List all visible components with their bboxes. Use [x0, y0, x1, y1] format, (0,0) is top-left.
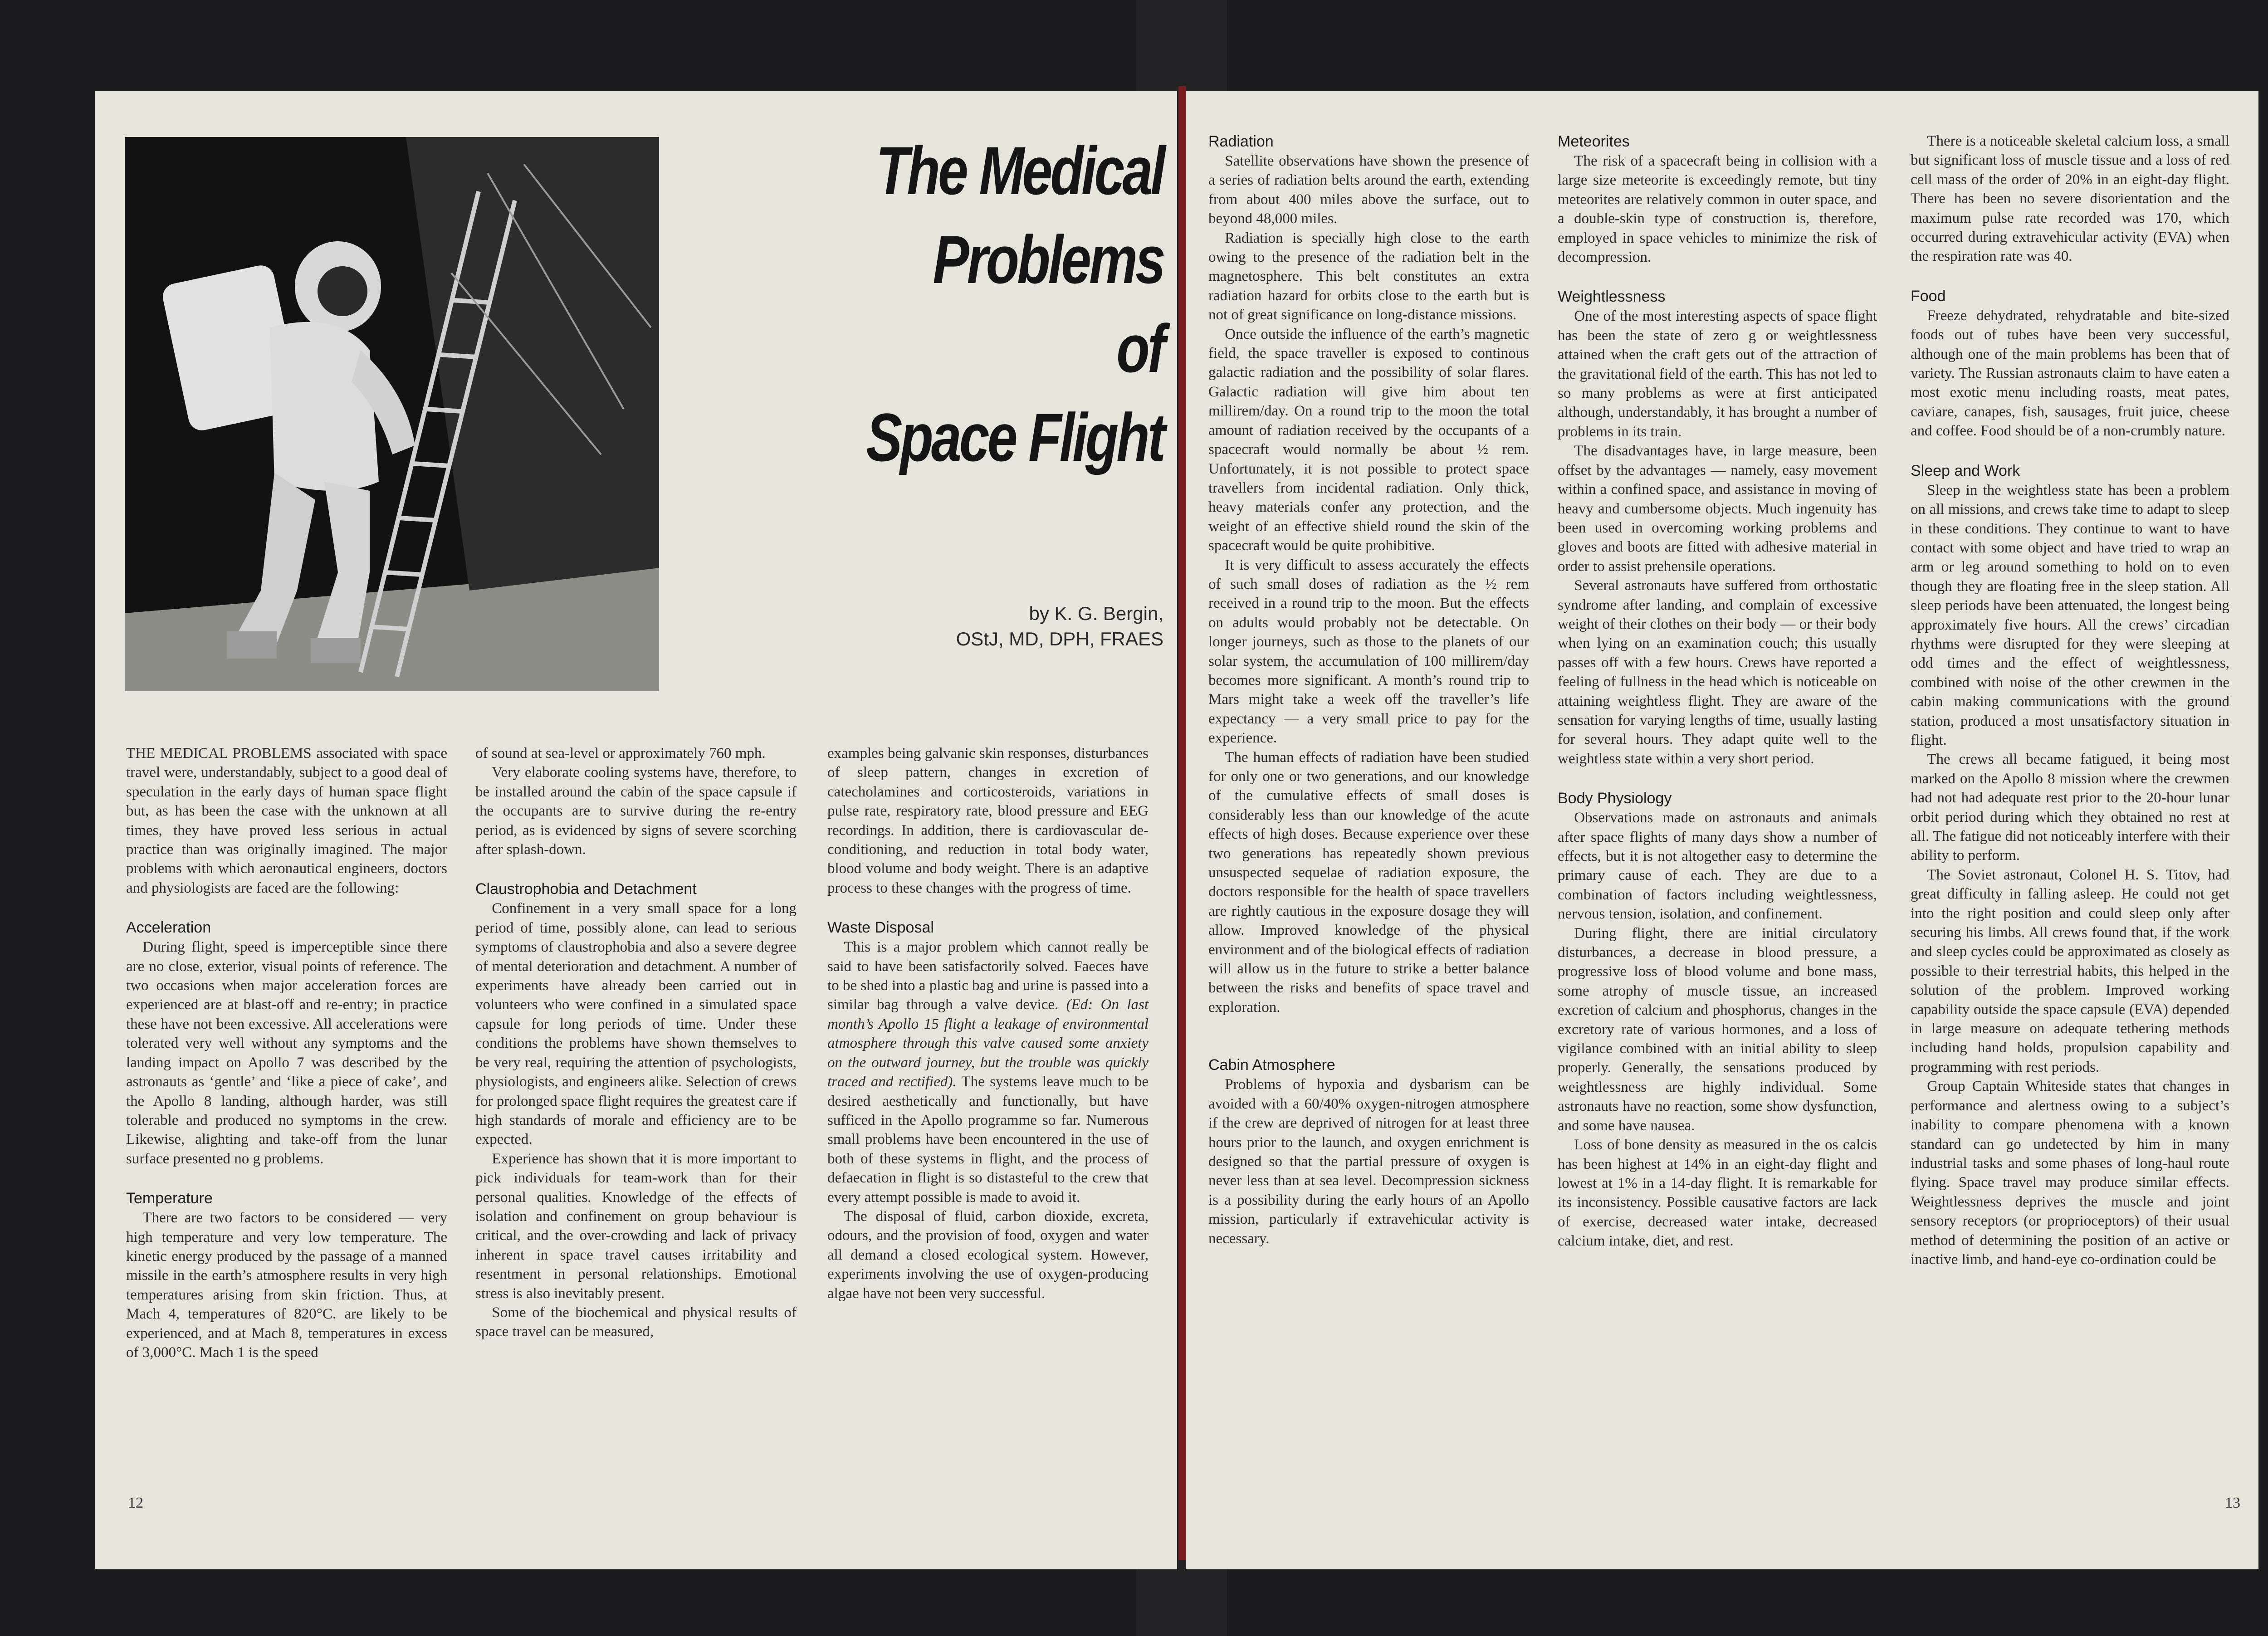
food-paragraph: Freeze dehydrated, rehydratable and bite-sized foods out of tubes have been very successful, although one of the main problems has been that of variety. The Russian astronauts claim to have eaten a most exotic menu including roasts, meat pates, caviare, canapes, fish, sausages, fruit juice, cheese and coffee. Food should be of a non-crumbly nature.	[1911, 307, 2229, 440]
page-number-left: 12	[128, 1494, 143, 1511]
sleep-paragraph-4: Group Captain Whiteside states that changes in performance and alertness owing to a subject’s inability to compare phenomena with a known standard can go undetected by him in many industrial tasks and some phases of long-haul route flying. Space travel may produce similar effects. Weightlessness deprives the muscle and joint sensory receptors (or proprioceptors) of their usual method of determining the position of an active or inactive limb, and hand-eye co-ordination could be	[1911, 1078, 2229, 1268]
radiation-paragraph-3: Once outside the influence of the earth’s magnetic field, the space traveller is exposed to continous galactic radiation and the possibility of solar flares. Galactic radiation will give him about ten millirem/day. On a round trip to the moon the total amount of radiation received by the occupants of a spacecraft would normally be about ½ rem. Unfortunately, it is not possible to protect space travellers from incidental radiation. Only thick, heavy materials confer any protection, and the weight of an effective shield round the skin of the spacecraft would be quite prohibitive.	[1208, 326, 1529, 554]
heading-cabin-atmosphere: Cabin Atmosphere	[1208, 1056, 1335, 1074]
intro-paragraph: THE MEDICAL PROBLEMS associated with space travel were, understandably, subject to a good deal of speculation in the early days of human space flight but, as has been the case with the unknown at all times, they have proved less serious in actual practice than was originally imagined. The major problems with which aeronautical engineers, doctors and physiologists are faced are the following:	[126, 745, 447, 896]
heading-temperature: Temperature	[126, 1190, 213, 1207]
column-5	[1558, 132, 1877, 1251]
waste-paragraph-1	[827, 938, 1149, 1207]
byline	[956, 601, 1163, 652]
biochemical-continued: examples being galvanic skin responses, disturbances of sleep pattern, changes in excretion of catecholamines and corticosteroids, variations in pulse rate, respiratory rate, blood pressure and EEG recordings. In addition, there is cardiovascular de-conditioning, and reduction in total body water, blood volume and body weight. There is an adaptive process to these changes with the progress of time.	[827, 745, 1149, 896]
left-page	[95, 91, 1177, 1569]
byline-name: by K. G. Bergin,	[1029, 603, 1163, 624]
waste-paragraph-2: The disposal of fluid, carbon dioxide, excreta, odours, and the provision of food, oxygen and water all demand a closed ecological system. However, experiments involving the use of oxygen-producing algae have not been very successful.	[827, 1208, 1149, 1302]
waste-paragraph-1b: The systems leave much to be desired aesthetically and functionally, but have sufficed in the Apollo programme so far. Numerous small problems have been encountered in the use of both of these systems in flight, and the process of defaecation in flight is so distasteful to the crew that every attempt possible is made to avoid it.	[827, 1074, 1149, 1206]
heading-meteorites: Meteorites	[1558, 133, 1630, 150]
title-line-2: Problems	[933, 221, 1163, 298]
cabin-paragraph-1: Problems of hypoxia and dysbarism can be avoided with a 60/40% oxygen-nitrogen atmosphere if the crew are deprived of nitrogen for at least three hours prior to the launch, and oxygen enrichment is designed so that the partial pressure of oxygen is never less than at sea level. Decompression sickness is a possibility during the early hours of an Apollo mission, particularly if extravehicular activity is necessary.	[1208, 1076, 1529, 1247]
sleep-paragraph-3: The Soviet astronaut, Colonel H. S. Titov, had great difficulty in falling asleep. He could not get into the right position and could sleep only after securing his limbs. All crews found that, if the work and sleep cycles could be approximated as closely as possible to their terrestrial habits, this helped in the solution of the problem. Improved working capability outside the space capsule (EVA) depended in large measure on adequate tethering methods including hand holds, propulsion capability and programming with rest periods.	[1911, 866, 2229, 1075]
heading-body-physiology: Body Physiology	[1558, 790, 1672, 807]
radiation-paragraph-4: It is very difficult to assess accurately the effects of such small doses of radiation as the ½ rem received in a round trip to the moon. But the effects on adults would probably not be detectable. On longer journeys, such as those to the planets of our solar system, the accumulation of 100 millirem/day becomes more significant. A month’s round trip to Mars might take a week off the traveller’s life expectancy — a very small price to pay for the experience.	[1208, 557, 1529, 747]
sleep-paragraph-2: The crews all became fatigued, it being most marked on the Apollo 8 mission where the crewmen had not had adequate rest prior to the 20-hour lunar orbit period during which they obtained no rest at all. The fatigue did not noticeably interfere with their ability to perform.	[1911, 751, 2229, 864]
waste-paragraph-1a: This is a major problem which cannot really be said to have been satisfactorily solved. Faeces have to be shed into a plastic bag and urine is passed into a similar bag through a valve device.	[827, 939, 1149, 1013]
meteorites-paragraph: The risk of a spacecraft being in collision with a large size meteorite is exceedingly remote, but tiny meteorites are relatively common in outer space, and a double-skin type of construction is, therefore, employed in space vehicles to minimize the risk of decompression.	[1558, 153, 1877, 266]
radiation-paragraph-2: Radiation is specially high close to the earth owing to the presence of the radiation belt in the magnetosphere. This belt constitutes an extra radiation hazard for orbits close to the earth but is not of great significance on long-distance missions.	[1208, 230, 1529, 323]
article-title	[755, 126, 1163, 482]
column-6	[1911, 132, 2229, 1269]
temperature-continued: of sound at sea-level or approximately 760 mph.	[475, 745, 766, 762]
spine-binding	[1178, 86, 1186, 1560]
weightlessness-paragraph-2: The disadvantages have, in large measure, been offset by the advantages — namely, easy movement within a confined space, and assistance in moving of heavy and cumbersome objects. Much ingenuity has been used in overcoming working problems and gloves and boots are fitted with adhesive material in order to assist prehensile operations.	[1558, 443, 1877, 575]
heading-radiation: Radiation	[1208, 133, 1274, 150]
byline-credentials: OStJ, MD, DPH, FRAES	[956, 628, 1163, 650]
column-4	[1208, 132, 1529, 1248]
heading-claustrophobia: Claustrophobia and Detachment	[475, 880, 697, 898]
column-1	[126, 744, 447, 1362]
title-line-1: The Medical	[875, 132, 1163, 209]
title-line-4: Space Flight	[866, 399, 1163, 475]
heading-food: Food	[1911, 287, 1946, 305]
body-paragraph-2: During flight, there are initial circulatory disturbances, a decrease in blood pressure, a progressive loss of blood volume and bone mass, some atrophy of muscle tissue, an increased excretion of calcium and phosphorus, changes in the excretory rate of various hormones, and a loss of vigilance combined with an initial ability to sleep properly. Generally, the sensations produced by weightlessness are highly individual. Some astronauts have no reaction, some show dysfunction, and some have nausea.	[1558, 925, 1877, 1134]
column-2	[475, 744, 797, 1342]
column-3	[827, 744, 1149, 1303]
claustrophobia-paragraph-3: Some of the biochemical and physical results of space travel can be measured,	[475, 1304, 797, 1340]
sleep-paragraph-1: Sleep in the weightless state has been a problem on all missions, and crews take time to adapt to sleep in these conditions. They continue to want to have contact with some object and have tried to wrap an arm or leg around something to hold on to even though they are floating free in the sleep station. All sleep periods have been attenuated, the longest being approximately five hours. All the crews’ circadian rhythms were disrupted for they were sleeping at odd times and the effect of weightlessness, combined with noise of the other crewmen in the cabin making communications with the ground station, produced a most unsatisfactory situation in flight.	[1911, 482, 2229, 748]
temperature-paragraph: There are two factors to be considered — very high temperature and very low temperature. The kinetic energy produced by the passage of a manned missile in the earth’s atmosphere results in very high temperatures arising from skin friction. Thus, at Mach 4, temperatures of 820°C. are likely to be experienced, and at Mach 8, temperatures in excess of 3,000°C. Mach 1 is the speed	[126, 1210, 447, 1361]
weightlessness-paragraph-1: One of the most interesting aspects of space flight has been the state of zero g or weightlessness attained when the craft gets out of the attraction of the gravitational field of the earth. This has not led to so many problems as were at first anticipated although, understandably, it has brought a number of problems in its train.	[1558, 308, 1877, 440]
heading-waste-disposal: Waste Disposal	[827, 919, 934, 937]
radiation-paragraph-1: Satellite observations have shown the presence of a series of radiation belts around the earth, extending from about 400 miles above the surface, out to beyond 48,000 miles.	[1208, 153, 1529, 227]
radiation-paragraph-5: The human effects of radiation have been studied for only one or two generations, and our knowledge of the cumulative effects of small doses is considerably less than our knowledge of the acute effects of high doses. Because experience over these two generations has repeatedly shown previous unsuspected sequelae of radiation exposure, the doctors responsible for the health of space travellers are rightly cautious in the exposure dosage they will allow. Improved knowledge of the physical environment and of the biological effects of radiation will allow us in the future to strike a better balance between the risks and benefits of space travel and exploration.	[1208, 749, 1529, 1016]
claustrophobia-paragraph-2: Experience has shown that it is more important to pick individuals for team-work than for their personal qualities. Knowledge of the effects of isolation and confinement on group behaviour is critical, and the over-crowding and lack of privacy inherent in space travel causes irritability and resentment in personal relationships. Emotional stress is also inevitably present.	[475, 1150, 797, 1302]
title-line-3: of	[1116, 310, 1163, 386]
heading-sleep-and-work: Sleep and Work	[1911, 462, 2020, 479]
weightlessness-paragraph-3: Several astronauts have suffered from orthostatic syndrome after landing, and complain of excessive weight of their clothes on their body — or their body when lying on an examination couch; this usually passes off with a few hours. Crews have reported a feeling of fullness in the head which is noticeable on attaining weightless flight. They are aware of the sensation for varying lengths of time, usually lasting for several hours. They adapt quite well to the weightless state within a very short period.	[1558, 577, 1877, 767]
astronaut-photo	[125, 137, 659, 691]
heading-weightlessness: Weightlessness	[1558, 288, 1666, 306]
body-paragraph-3: Loss of bone density as measured in the os calcis has been highest at 14% in an eight-day flight and lowest at 1% in a 14-day flight. It is remarkable for its inconsistency. Possible causative factors are lack of exercise, decreased water intake, decreased calcium intake, diet, and rest.	[1558, 1137, 1877, 1250]
editor-note: (Ed: On last month’s Apollo 15 flight a leakage of environmental atmosphere through this valve caused some anxiety on the outward journey, but the trouble was quickly traced and rectified).	[827, 996, 1149, 1090]
cooling-paragraph: Very elaborate cooling systems have, therefore, to be installed around the cabin of the space capsule if the occupants are to survive during the re-entry period, as is evidenced by signs of severe scorching after splash-down.	[475, 764, 797, 858]
page-number-right: 13	[2225, 1494, 2240, 1511]
heading-acceleration: Acceleration	[126, 919, 211, 937]
calcium-paragraph: There is a noticeable skeletal calcium loss, a small but significant loss of muscle tissue and a loss of red cell mass of the order of 20% in an eight-day flight. There has been no severe disorientation and the maximum pulse rate recorded was 170, which occurred during extravehicular activity (EVA) when the respiration rate was 40.	[1911, 133, 2229, 265]
body-paragraph-1: Observations made on astronauts and animals after space flights of many days show a number of effects, but it is not altogether easy to determine the primary cause of each. They are due to a combination of factors including weightlessness, nervous tension, isolation, and confinement.	[1558, 810, 1877, 923]
acceleration-paragraph: During flight, speed is imperceptible since there are no close, exterior, visual points of reference. The two occasions when major acceleration forces are experienced are at blast-off and re-entry; in practice these have not been excessive. All accelerations were tolerated very well without any symptoms and the landing impact on Apollo 7 was described by the astronauts as ‘gentle’ and ‘like a piece of cake’, and the Apollo 8 landing, although harder, was still tolerable and produced no symptoms in the crew. Likewise, alighting and take-off from the lunar surface presented no g problems.	[126, 939, 447, 1167]
right-page	[1186, 91, 2258, 1569]
claustrophobia-paragraph-1: Confinement in a very small space for a long period of time, possibly alone, can lead to serious symptoms of claustrophobia and also a severe degree of mental deterioration and detachment. A number of experiments have already been carried out in volunteers who were confined in a simulated space capsule for long periods of time. Under these conditions the problems have shown themselves to be very real, requiring the attention of psychologists, physiologists, and engineers alike. Selection of crews for prolonged space flight requires the greatest care if high standards of morale and efficiency are to be expected.	[475, 900, 797, 1148]
